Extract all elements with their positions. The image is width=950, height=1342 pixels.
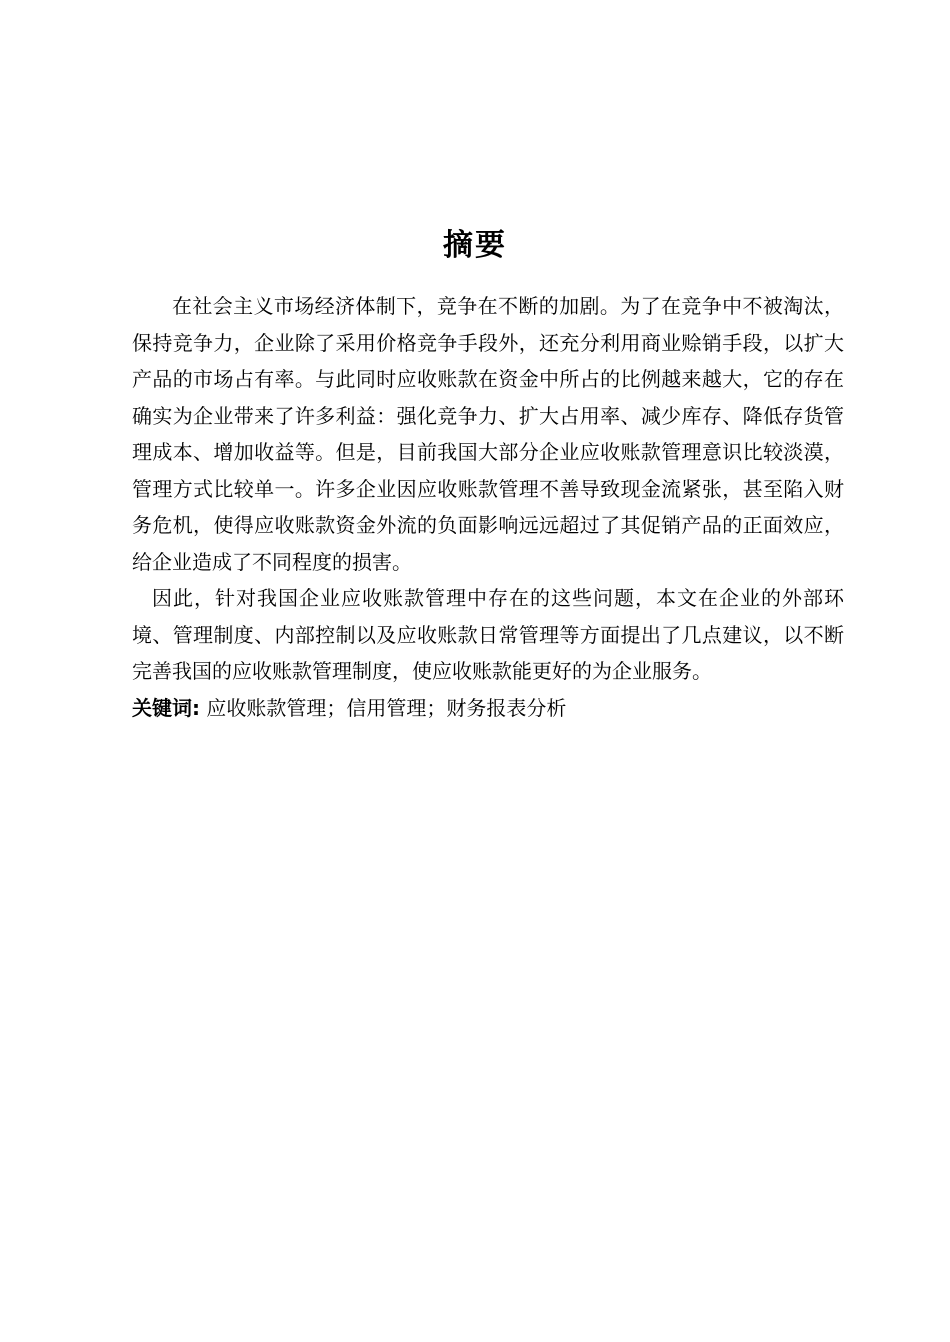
abstract-paragraph-1: 在社会主义市场经济体制下，竞争在不断的加剧。为了在竞争中不被淘汰，保持竞争力，企业除了采用价格竞争手段外，还充分利用商业赊销手段，以扩大产品的市场占有率。与此同时应收账款在资金中所占的比例越来越大，它的存在确实为企业带来了许多利益：强化竞争力、扩大占用率、减少库存、降低存货管理成本、增加收益等。但是，目前我国大部分企业应收账款管理意识比较淡漠，管理方式比较单一。许多企业因应收账款管理不善导致现金流紧张，甚至陷入财务危机，使得应收账款资金外流的负面影响远远超过了其促销产品的正面效应，给企业造成了不同程度的损害。 [132, 294, 844, 574]
keywords-line [132, 690, 844, 727]
page-title: 摘要 [443, 228, 507, 263]
keywords-text: 应收账款管理；信用管理；财务报表分析 [200, 695, 567, 720]
keywords-label: 关键词: [132, 695, 200, 720]
abstract-body [132, 288, 844, 726]
abstract-paragraph-2: 因此，针对我国企业应收账款管理中存在的这些问题，本文在企业的外部环境、管理制度、内部控制以及应收账款日常管理等方面提出了几点建议，以不断完善我国的应收账款管理制度，使应收账款能更好的为企业服务。 [132, 586, 844, 683]
